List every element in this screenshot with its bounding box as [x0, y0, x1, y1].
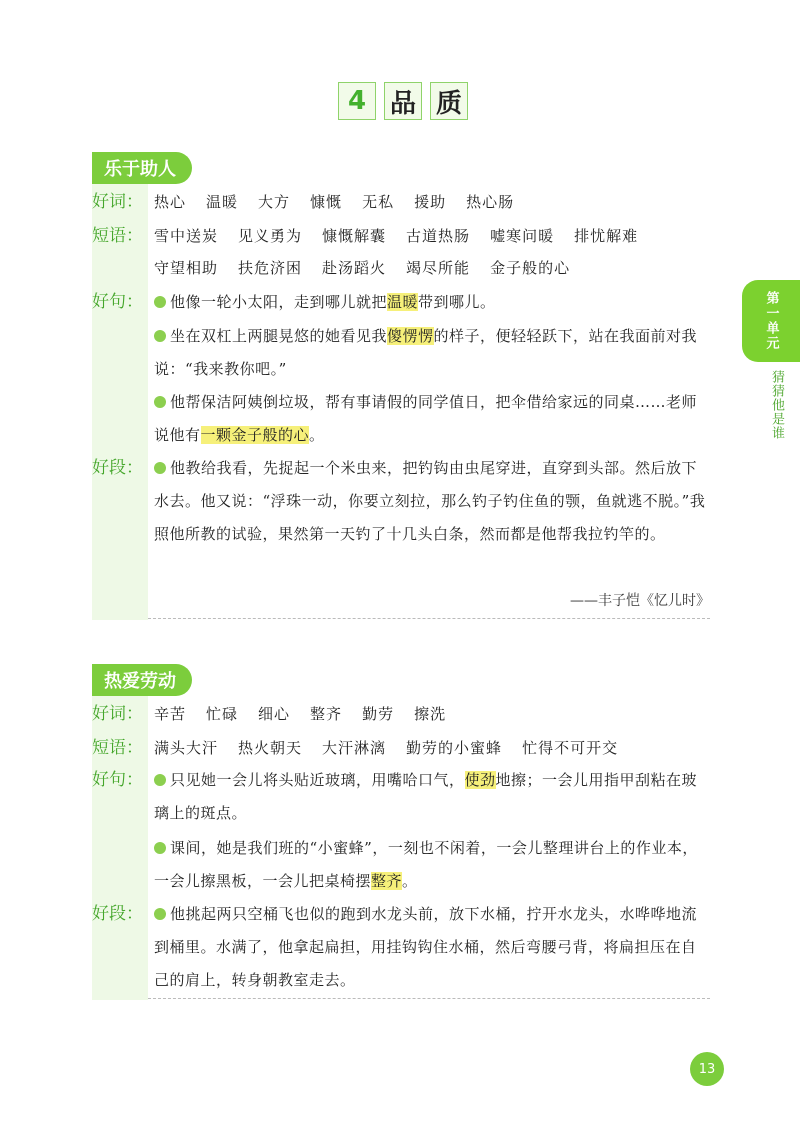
phrase-item: 慷慨解囊 — [322, 227, 387, 245]
highlight: 使劲 — [464, 771, 496, 789]
word-item: 热心肠 — [466, 193, 515, 211]
words-list — [154, 698, 466, 730]
phrase-item: 雪中送炭 — [154, 227, 219, 245]
divider — [148, 618, 710, 619]
source-citation: ——丰子恺《忆儿时》 — [570, 593, 710, 609]
phrase-item: 热火朝天 — [238, 739, 303, 757]
phrase-item: 大汗淋漓 — [322, 739, 387, 757]
word-item: 辛苦 — [154, 705, 187, 723]
sentence-1: 只见她一会儿将头贴近玻璃，用嘴哈口气，使劲地擦；一会儿用指甲刮粘在玻璃上的斑点。 — [154, 771, 698, 822]
words-label: 好词： — [92, 704, 143, 724]
word-item: 整齐 — [310, 705, 343, 723]
sentence-2: 坐在双杠上两腿晃悠的她看见我傻愣愣的样子，便轻轻跃下，站在我面前对我说：“我来教你吧。” — [154, 327, 698, 378]
phrases-row — [92, 732, 710, 764]
phrase-item: 守望相助 — [154, 259, 219, 277]
sentences-label: 好句： — [92, 292, 143, 312]
highlight: 整齐 — [371, 872, 403, 890]
word-item: 勤劳 — [362, 705, 395, 723]
flower-bullet-icon — [154, 330, 166, 342]
phrase-item: 古道热肠 — [406, 227, 471, 245]
flower-bullet-icon — [154, 396, 166, 408]
title-char-1: 品 — [384, 82, 422, 120]
phrase-item: 满头大汗 — [154, 739, 219, 757]
word-item: 温暖 — [206, 193, 239, 211]
unit-tab: 第一单元 — [742, 280, 800, 362]
phrases-list — [154, 220, 658, 284]
word-item: 大方 — [258, 193, 291, 211]
section-labor — [92, 660, 710, 1000]
divider — [148, 998, 710, 999]
phrase-item: 排忧解难 — [574, 227, 639, 245]
word-item: 擦洗 — [414, 705, 447, 723]
flower-bullet-icon — [154, 296, 166, 308]
phrase-item: 勤劳的小蜜蜂 — [406, 739, 503, 757]
word-item: 忙碌 — [206, 705, 239, 723]
word-item: 细心 — [258, 705, 291, 723]
sentences-label: 好句： — [92, 770, 143, 790]
paragraph: 他教给我看，先捉起一个米虫来，把钓钩由虫尾穿进，直穿到头部。然后放下水去。他又说：“浮珠一动，你要立刻拉，那么钓子钓住鱼的颚，鱼就逃不脱。”我照他所教的试验，果然第一天钓了十几头白条，然而都是他帮我拉钓竿的。 — [154, 459, 706, 543]
section-helping — [92, 148, 710, 620]
phrase-item: 嘘寒问暖 — [490, 227, 555, 245]
flower-bullet-icon — [154, 908, 166, 920]
phrase-item: 竭尽所能 — [406, 259, 471, 277]
word-item: 慷慨 — [310, 193, 343, 211]
paragraph-label: 好段： — [92, 904, 143, 924]
words-label: 好词： — [92, 192, 143, 212]
phrase-item: 忙得不可开交 — [522, 739, 619, 757]
words-row — [92, 186, 710, 218]
phrase-item: 赴汤蹈火 — [322, 259, 387, 277]
flower-bullet-icon — [154, 774, 166, 786]
paragraph-label: 好段： — [92, 458, 143, 478]
highlight: 一颗金子般的心 — [200, 426, 310, 444]
title-char-2: 质 — [430, 82, 468, 120]
words-list — [154, 186, 534, 218]
lesson-number: 4 — [338, 82, 376, 120]
highlight: 温暖 — [387, 293, 419, 311]
sentence-1: 他像一轮小太阳，走到哪儿就把温暖带到哪儿。 — [154, 286, 710, 319]
page-number: 13 — [690, 1052, 724, 1086]
sentence-3: 他帮保洁阿姨倒垃圾，帮有事请假的同学值日，把伞借给家远的同桌……老师说他有一颗金子般的心。 — [154, 393, 698, 444]
section-label: 热爱劳动 — [92, 664, 192, 696]
phrase-item: 扶危济困 — [238, 259, 303, 277]
lesson-title — [338, 82, 468, 120]
highlight: 傻愣愣 — [387, 327, 434, 345]
word-item: 无私 — [362, 193, 395, 211]
phrase-item: 金子般的心 — [490, 259, 571, 277]
section-label: 乐于助人 — [92, 152, 192, 184]
phrases-row — [92, 220, 710, 284]
word-item: 热心 — [154, 193, 187, 211]
unit-subtitle: 猜猜他是谁 — [769, 370, 784, 440]
words-row — [92, 698, 710, 730]
flower-bullet-icon — [154, 462, 166, 474]
word-item: 援助 — [414, 193, 447, 211]
phrases-list — [154, 732, 638, 764]
flower-bullet-icon — [154, 842, 166, 854]
phrases-label: 短语： — [92, 226, 143, 246]
sentence-2: 课间，她是我们班的“小蜜蜂”，一刻也不闲着，一会儿整理讲台上的作业本，一会儿擦黑板，一会儿把桌椅摆整齐。 — [154, 839, 698, 890]
phrases-label: 短语： — [92, 738, 143, 758]
paragraph: 他挑起两只空桶飞也似的跑到水龙头前，放下水桶，拧开水龙头，水哗哗地流到桶里。水满了，他拿起扁担，用挂钩钩住水桶，然后弯腰弓背，将扁担压在自己的肩上，转身朝教室走去。 — [154, 905, 698, 989]
phrase-item: 见义勇为 — [238, 227, 303, 245]
